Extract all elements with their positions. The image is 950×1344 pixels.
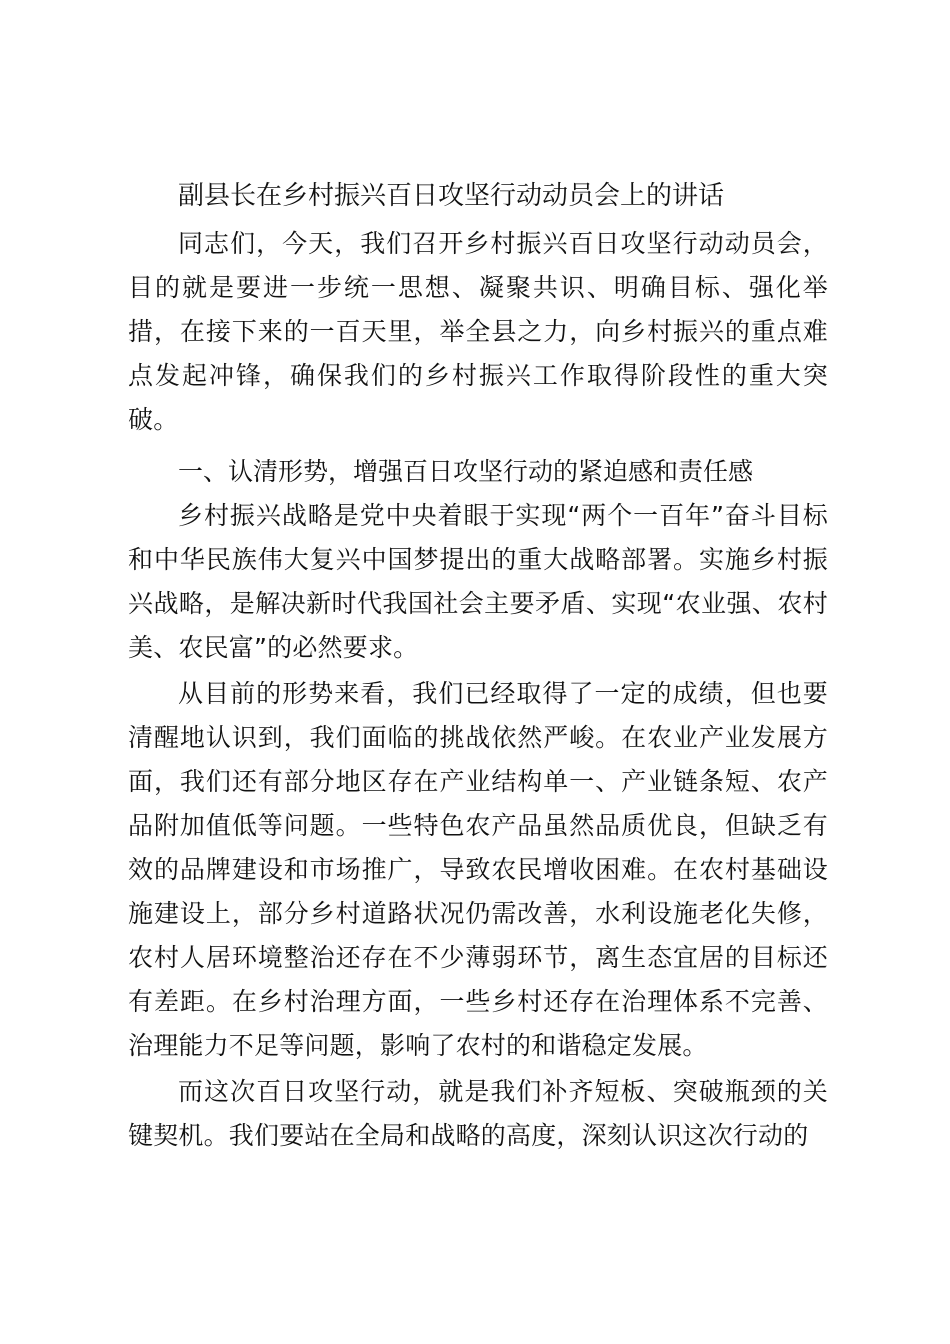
paragraph-opportunity: 而这次百日攻坚行动，就是我们补齐短板、突破瓶颈的关键契机。我们要站在全局和战略的高度，深刻认识这次行动的 xyxy=(128,1077,828,1150)
document-body xyxy=(128,174,828,1158)
section-heading-1: 一、认清形势，增强百日攻坚行动的紧迫感和责任感 xyxy=(178,457,754,486)
paragraph-opening: 同志们，今天，我们召开乡村振兴百日攻坚行动动员会，目的就是要进一步统一思想、凝聚共识、明确目标、强化举措，在接下来的一百天里，举全县之力，向乡村振兴的重点难点发起冲锋，确保我们的乡村振兴工作取得阶段性的重大突破。 xyxy=(128,229,828,434)
document-title: 副县长在乡村振兴百日攻坚行动动员会上的讲话 xyxy=(178,181,725,211)
paragraph-situation: 从目前的形势来看，我们已经取得了一定的成绩，但也要清醒地认识到，我们面临的挑战依然严峻。在农业产业发展方面，我们还有部分地区存在产业结构单一、产业链条短、农产品附加值低等问题。一些特色农产品虽然品质优良，但缺乏有效的品牌建设和市场推广，导致农民增收困难。在农村基础设施建设上，部分乡村道路状况仍需改善，水利设施老化失修，农村人居环境整治还存在不少薄弱环节，离生态宜居的目标还有差距。在乡村治理方面，一些乡村还存在治理体系不完善、治理能力不足等问题，影响了农村的和谐稳定发展。 xyxy=(128,679,828,1060)
paragraph-strategy: 乡村振兴战略是党中央着眼于实现“两个一百年”奋斗目标和中华民族伟大复兴中国梦提出的重大战略部署。实施乡村振兴战略，是解决新时代我国社会主要矛盾、实现“农业强、农村美、农民富”的必然要求。 xyxy=(128,501,828,662)
